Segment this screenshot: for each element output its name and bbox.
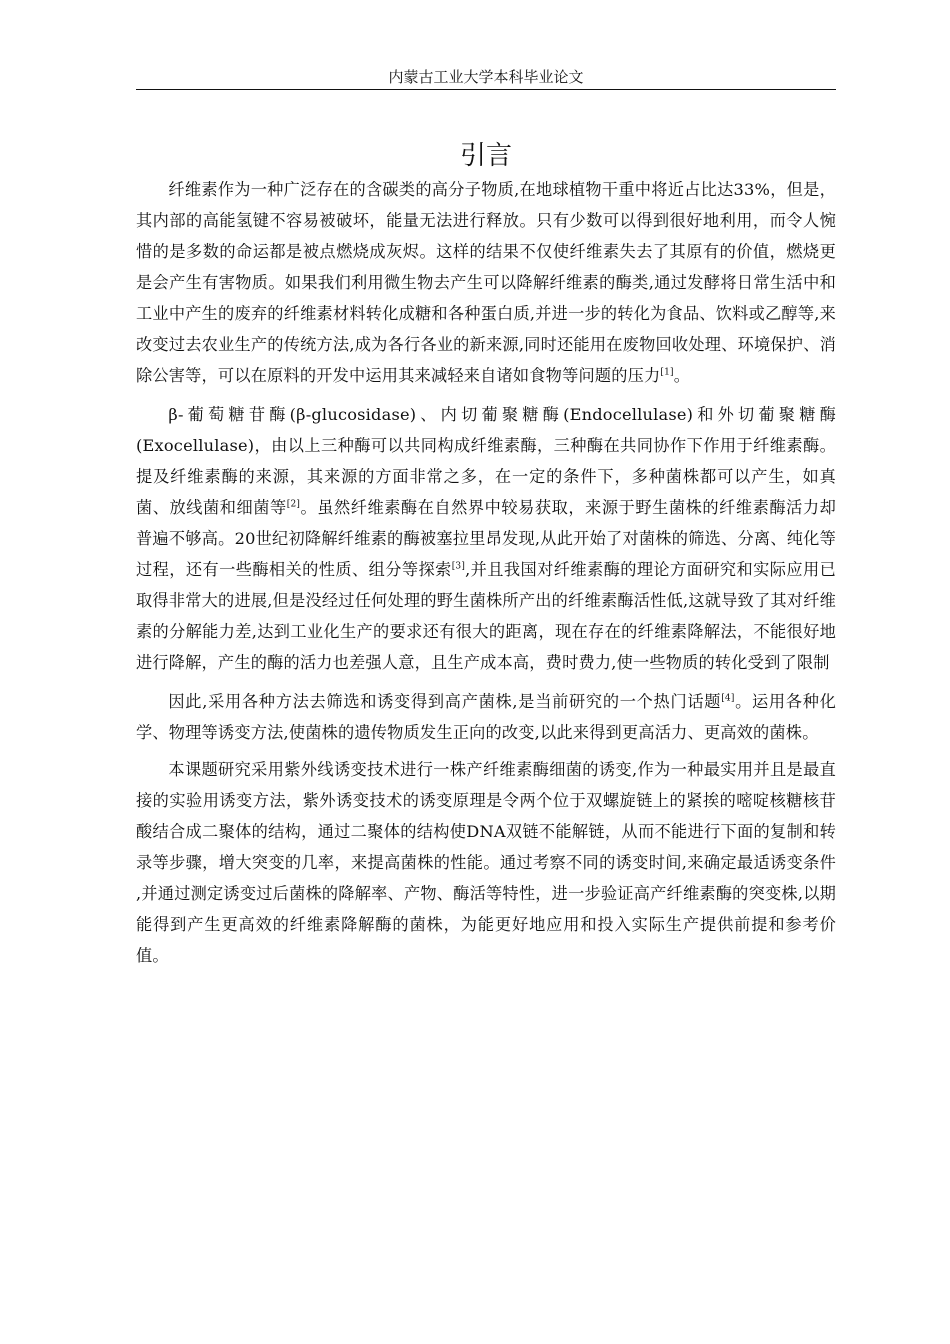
paragraph-4-text: 本课题研究采用紫外线诱变技术进行一株产纤维素酶细菌的诱变,作为一种最实用并且是最直接的实验用诱变方法，紫外诱变技术的诱变原理是令两个位于双螺旋链上的紧挨的嘧啶核糖核苷酸结合成二聚体的结构，通过二聚体的结构使DNA双链不能解链，从而不能进行下面的复制和转录等步骤，增大突变的几率，来提高菌株的性能。通过考察不同的诱变时间,来确定最适诱变条件 ,并通过测定诱变过后菌株的降解率、产物、酶活等特性，进一步验证高产纤维素酶的突变株,以期能得到产生更高效的纤维素降解酶的菌株，为能更好地应用和投入实际生产提供前提和参考价值。 <box>136 760 836 965</box>
paragraph-2-text-a: β-葡萄糖苷酶(β-glucosidase)、内切葡聚糖酶(Endocellulase)和外切葡聚糖酶(Exocellulase)，由以上三种酶可以共同构成纤维素酶，三种酶在共同协作下作用于纤维素酶。提及纤维素酶的来源，其来源的方面非常之多，在一定的条件下，多种菌株都可以产生，如真菌、放线菌和细菌等 <box>136 405 836 517</box>
header-rule <box>136 89 836 90</box>
paragraph-1-text: 纤维素作为一种广泛存在的含碳类的高分子物质,在地球植物干重中将近占比达33%，但是，其内部的高能氢键不容易被破坏，能量无法进行释放。只有少数可以得到很好地利用，而令人惋惜的是多数的命运都是被点燃烧成灰烬。这样的结果不仅使纤维素失去了其原有的价值，燃烧更是会产生有害物质。如果我们利用微生物去产生可以降解纤维素的酶类,通过发酵将日常生活中和工业中产生的废弃的纤维素材料转化成糖和各种蛋白质,并进一步的转化为食品、饮料或乙醇等,来改变过去农业生产的传统方法,成为各行各业的新来源,同时还能用在废物回收处理、环境保护、消除公害等，可以在原料的开发中运用其来减轻来自诸如食物等问题的压力 <box>136 180 836 385</box>
paragraph-3-tail: 。运用各种化学、物理等诱变方法,使菌株的遗传物质发生正向的改变,以此来得到更高活力、更高效的菌株。 <box>136 692 836 742</box>
paragraph-4 <box>136 754 836 971</box>
citation-2: [2] <box>286 499 301 510</box>
paragraph-3 <box>136 686 836 748</box>
paragraph-2 <box>136 399 836 678</box>
body-text <box>136 174 836 971</box>
paragraph-1-tail: 。 <box>673 366 691 385</box>
citation-4: [4] <box>721 693 735 704</box>
citation-3: [3] <box>451 561 466 572</box>
running-header: 内蒙古工业大学本科毕业论文 <box>388 68 584 86</box>
paragraph-2-text-b: 。虽然纤维素酶在自然界中较易获取，来源于野生菌株的纤维素酶活力却普遍不够高。20世纪初降解纤维素的酶被塞拉里昂发现,从此开始了对菌株的筛选、分离、纯化等过程，还有一些酶相关的性质、组分等探索 <box>136 498 836 579</box>
paragraph-2-text-c: ,并且我国对纤维素酶的理论方面研究和实际应用已取得非常大的进展,但是没经过任何处理的野生菌株所产出的纤维素酶活性低,这就导致了其对纤维素的分解能力差,达到工业化生产的要求还有很大的距离，现在存在的纤维素降解法，不能很好地进行降解，产生的酶的活力也差强人意，且生产成本高，费时费力,使一些物质的转化受到了限制 <box>136 560 836 672</box>
paragraph-3-text: 因此,采用各种方法去筛选和诱变得到高产菌株,是当前研究的一个热门话题 <box>168 692 722 711</box>
paragraph-1 <box>136 174 836 391</box>
section-title: 引言 <box>459 141 512 171</box>
citation-1: [1] <box>660 367 674 378</box>
